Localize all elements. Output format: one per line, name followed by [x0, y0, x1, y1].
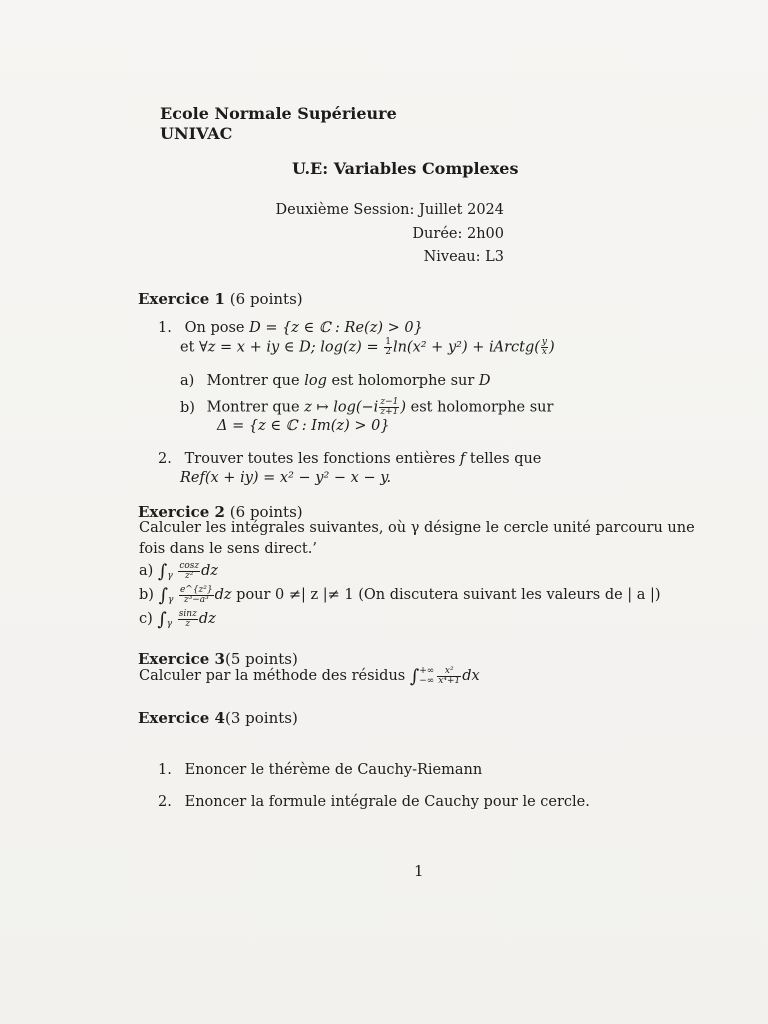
ex4-q2	[158, 794, 590, 810]
frac-den: x	[541, 347, 547, 357]
exercise-1-heading	[138, 290, 303, 308]
frac-den: 2	[385, 347, 391, 357]
ex1-qb-fraction	[379, 398, 399, 417]
ex1-q1-log-def-a: ∀z = x + iy ∈ D; log(z) =	[199, 339, 379, 356]
course-title: U.E: Variables Complexes	[292, 159, 519, 178]
exercise-2-points: (6 points)	[229, 503, 303, 521]
ex4-q2-text: Enoncer la formule intégrale de Cauchy pour le cercle.	[184, 794, 590, 810]
ex1-q1-line1	[158, 320, 423, 336]
ex2-a-label: a)	[139, 563, 154, 579]
ex3-limits	[419, 666, 434, 686]
exercise-2-heading	[138, 503, 303, 521]
ex1-q2-number: 2.	[158, 451, 172, 467]
ex1-q2-f: f	[459, 451, 466, 467]
frac-num: y	[541, 337, 547, 347]
frac-den: z	[185, 618, 191, 629]
ex1-qb-delta: Δ = {z ∈ ℂ : Im(z) > 0}	[217, 418, 390, 434]
frac-num: z−1	[380, 397, 399, 407]
ex1-qa-log: log	[304, 373, 327, 389]
level-info: Niveau: L3	[423, 249, 504, 265]
ex1-qb	[180, 398, 553, 417]
institution-name: UNIVAC	[160, 124, 233, 143]
frac-den: z+1	[380, 407, 399, 417]
ex4-q2-number: 2.	[158, 794, 172, 810]
frac-num: e^{z²}	[179, 584, 213, 595]
ex2-c-dz: dz	[198, 611, 216, 627]
exercise-2-title: Exercice 2	[138, 503, 225, 521]
exercise-4-heading	[138, 709, 298, 727]
ex1-q1-number: 1.	[158, 320, 172, 336]
integral-sign-icon: ∫	[158, 585, 168, 606]
ex1-q1-log-def-b: ln(x² + y²) + iArctg(	[392, 339, 540, 356]
ex1-qa-text2: est holomorphe sur	[331, 373, 475, 389]
ex2-item-c	[139, 609, 216, 630]
ex2-b-gamma: γ	[167, 595, 174, 605]
ex1-q1-prefix: On pose	[184, 320, 245, 336]
ex2-intro-line1: Calculer les intégrales suivantes, où γ désigne le cercle unité parcouru une	[139, 520, 695, 536]
ex3-text: Calculer par la méthode des résidus	[139, 668, 406, 684]
exercise-1-title: Exercice 1	[138, 290, 225, 308]
frac-den: z²	[185, 570, 194, 581]
frac-num: cosz	[179, 560, 200, 571]
ex1-qb-text: Montrer que	[206, 399, 300, 416]
ex1-qa-d: D	[478, 373, 491, 389]
ex1-qa-label: a)	[180, 373, 195, 389]
ex2-intro-line2: fois dans le sens direct.’	[139, 541, 317, 557]
ex3-fraction	[437, 667, 461, 686]
ex4-q1	[158, 762, 482, 778]
exercise-3-points: (5 points)	[225, 650, 298, 668]
ex1-q2-text: Trouver toutes les fonctions entières	[184, 451, 456, 467]
ex1-qb-label: b)	[180, 399, 195, 416]
ex4-q1-number: 1.	[158, 762, 172, 778]
ex1-q1-domain: D = {z ∈ ℂ : Re(z) > 0}	[249, 320, 423, 336]
ex3-lower: −∞	[419, 676, 435, 686]
ex1-q1-line2	[180, 338, 555, 357]
frac-num: sinz	[178, 608, 197, 619]
integral-sign-icon: ∫	[409, 666, 420, 687]
ex3-upper: +∞	[419, 666, 435, 676]
ex1-qa	[180, 373, 491, 389]
ex1-qa-text: Montrer que	[206, 373, 300, 389]
school-name: Ecole Normale Supérieure	[160, 104, 397, 123]
frac-den: z³−a³	[183, 594, 209, 605]
exercise-3-title: Exercice 3	[138, 650, 225, 668]
ex2-b-fraction	[179, 586, 214, 605]
exercise-1-points: (6 points)	[229, 290, 303, 308]
ex1-yx-fraction	[541, 338, 548, 357]
ex1-q2-text2: telles que	[469, 451, 542, 467]
ex1-qb-close: )	[400, 399, 407, 416]
ex2-b-dz: dz	[214, 587, 232, 603]
exercise-4-title: Exercice 4	[138, 709, 225, 727]
ex1-qb-text2: est holomorphe sur	[410, 399, 554, 416]
school-header	[160, 104, 397, 144]
exercise-4-points: (3 points)	[225, 709, 298, 727]
ex4-q1-text: Enoncer le thérème de Cauchy-Riemann	[184, 762, 483, 778]
frac-den: x⁴+1	[438, 675, 461, 686]
ex2-item-a	[139, 561, 218, 582]
ex2-a-gamma: γ	[167, 571, 173, 581]
frac-num: x²	[437, 667, 461, 677]
ex2-b-label: b)	[139, 587, 154, 603]
ex2-a-fraction	[178, 562, 200, 581]
ex1-q1-et: et	[180, 339, 195, 356]
ex2-item-b	[139, 585, 661, 606]
frac-num: 1	[385, 337, 391, 347]
integral-sign-icon: ∫	[157, 561, 168, 582]
ex2-c-fraction	[178, 610, 198, 629]
ex1-qb-map: z ↦ log(−i	[304, 399, 379, 416]
ex1-half-fraction	[384, 338, 392, 357]
session-info: Deuxième Session: Juillet 2024	[275, 202, 504, 218]
ex1-q2-line1	[158, 451, 541, 467]
ex1-q2-equation: Ref(x + iy) = x² − y² − x − y.	[180, 470, 392, 486]
ex2-c-gamma: γ	[166, 619, 173, 629]
page-number: 1	[414, 862, 424, 880]
ex1-q1-close: )	[549, 339, 555, 356]
ex2-c-label: c)	[139, 611, 153, 627]
ex3-statement	[139, 666, 480, 687]
ex2-a-dz: dz	[201, 563, 219, 579]
ex2-b-text: pour 0 ≠| z |≠ 1 (On discutera suivant les valeurs de | a |)	[236, 587, 661, 603]
ex3-dx: dx	[462, 668, 480, 684]
integral-sign-icon: ∫	[157, 609, 167, 630]
duration-info: Durée: 2h00	[412, 226, 504, 242]
